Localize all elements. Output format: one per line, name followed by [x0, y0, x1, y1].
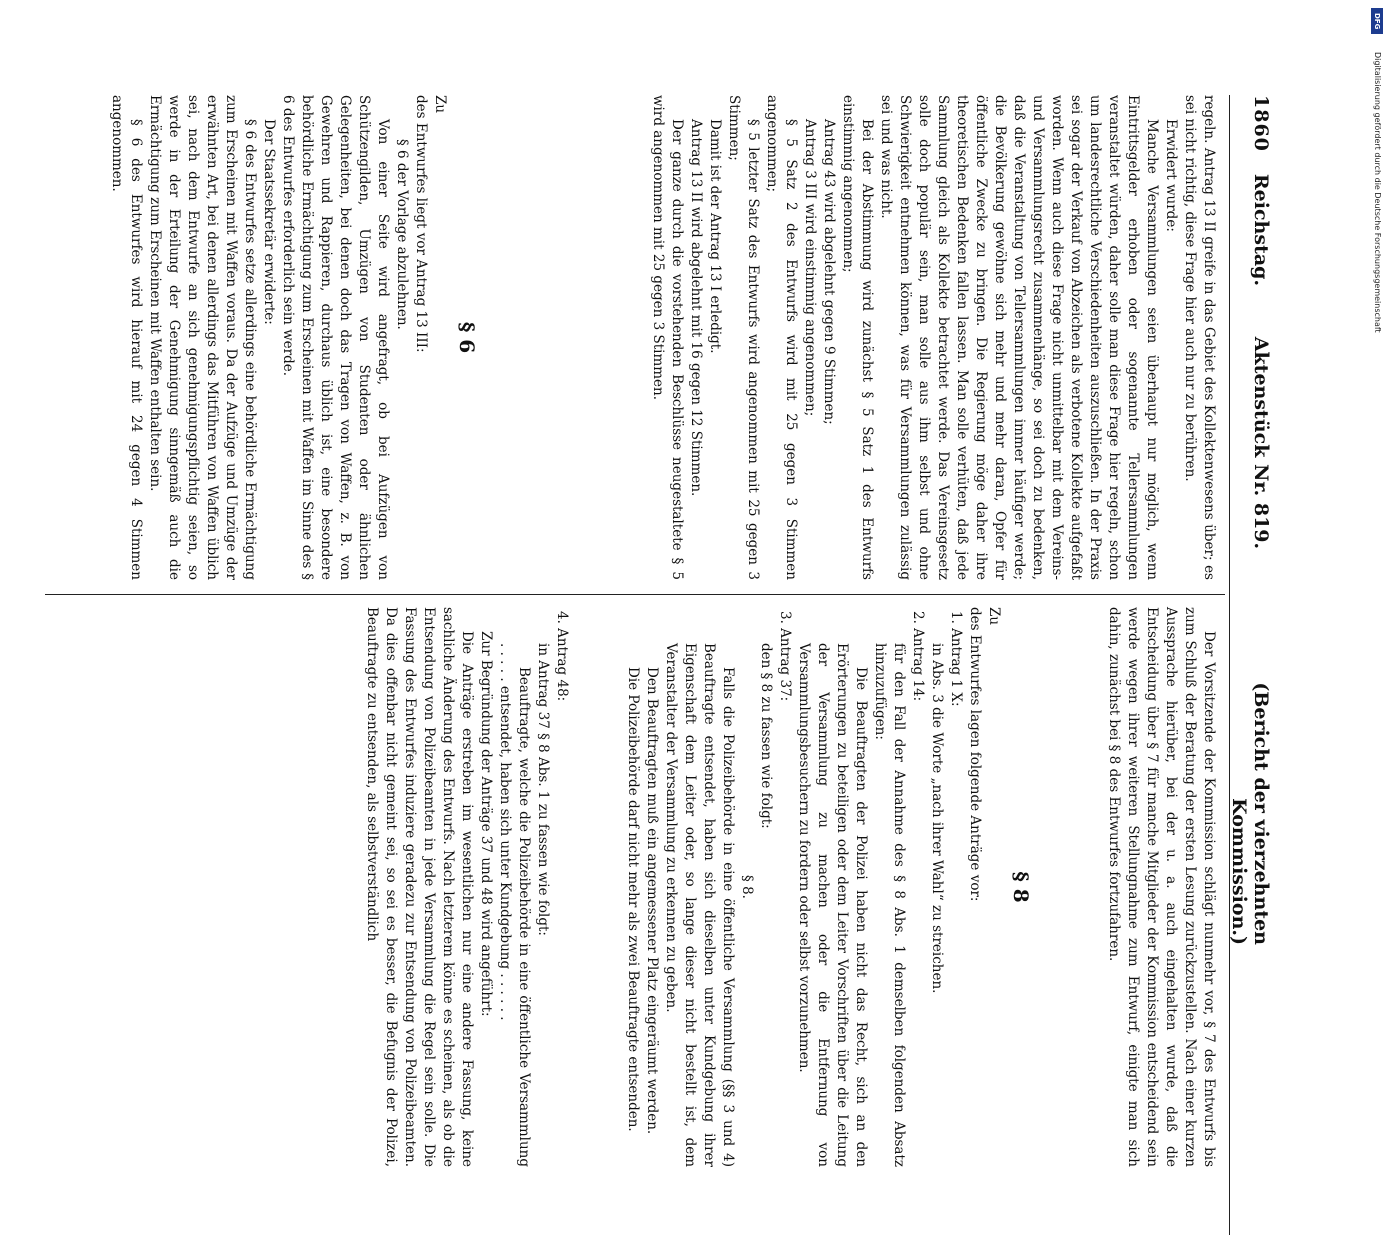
paragraph: Antrag 13 II wird abgelehnt mit 16 gegen 12 Stimmen. — [688, 119, 704, 497]
page-number: 1860 — [1250, 95, 1272, 152]
paragraph: Antrag 43 wird abgelehnt gegen 9 Stimmen; — [821, 119, 837, 425]
paragraph: Zur Begründung der Anträge 37 und 48 wird angeführt: — [478, 631, 494, 1017]
list-item-text: den § 8 zu fassen wie folgt: — [758, 643, 774, 829]
paragraph: Die Anträge erstreben im wesentlichen nur eine andere Fassung, keine sachliche Änderung des Entwurfs. Nach letzterem könne es scheinen, als ob die Entsendung von Polizeibeamten in jede Versammlung die Regel sein solle. Die Fassung des Entwurfes induziere geradezu zur Entsendung von Polizeibeamten. Da dies offenbar nicht gemeint sei, so sei es besser, die Befugnis der Polizei, Beauftragte zu entsenden, als selbstverständlich — [364, 607, 475, 1167]
digitization-note-text: Digitalisierung gefördert durch die Deutsche Forschungsgemeinschaft — [1373, 52, 1382, 333]
list-item-label: 4. Antrag 48: — [554, 611, 570, 702]
paragraph: § 6 des Entwurfes setze allerdings eine behördliche Ermächtigung zum Erscheinen mit Waffen voraus. Da der Aufzüge und Umzüge der erwähnten Art, bei denen allerdings das Mitführen von Waffen üblich sei, nach dem Entwurfe an sich genehmigungspflichtig seien, so werde in der Erteilung der Genehmigung sinngemäß auch die Ermächtigung zum Erscheinen mit Waffen enthalten sein. — [147, 95, 258, 580]
digitization-note — [1372, 12, 1383, 972]
paragraph: regeln. Antrag 13 II greife in das Gebiet des Kollektenwesens über; es sei nicht richtig, diese Frage hier auch nur zu berühren. — [1182, 95, 1217, 580]
paragraph: § 6 der Vorlage abzulehnen. — [394, 139, 410, 330]
column-divider — [45, 594, 1225, 595]
list-item-label: 2. Antrag 14: — [910, 611, 926, 702]
quoted-text: Die Beauftragten der Polizei haben nicht das Recht, sich an den Erörterungen zu beteiligen oder dem Leiter Vorschriften über die Leitung der Versammlung zu machen oder die Entfernung von Versammlungsbesuchern zu fordern oder selbst vorzunehmen. — [796, 643, 869, 1167]
quoted-text: Den Beauftragten muß ein angemessener Platz eingeräumt werden. — [644, 667, 660, 1135]
paragraph: § 5 letzter Satz des Entwurfs wird angenommen mit 25 gegen 3 Stimmen; — [726, 95, 761, 580]
paragraph: Bei der Abstimmung wird zunächst § 5 Satz 1 des Entwurfs einstimmig angenommen; — [840, 95, 875, 580]
header-right-title: (Bericht der vierzehnten Kommission.) — [1228, 682, 1272, 945]
list-item-text: für den Fall der Annahme des § 8 Abs. 1 demselben folgenden Absatz hinzuzufügen: — [872, 643, 907, 1167]
page-header — [1228, 95, 1272, 945]
header-rule — [1229, 95, 1230, 1235]
paragraph: Manche Versammlungen seien überhaupt nur möglich, wenn Eintrittsgelder erhoben oder sogenannte Tellersammlungen veranstaltet würden, daher solle man diese Frage hier regeln, schon um landesrechtliche Verschiedenheiten auszuschließen. In der Praxis sei sogar der Verkauf von Abzeichen als verbotene Kollekte aufgefaßt worden. Wenn auch diese Frage nicht unmittelbar mit dem Vereins- und Versammlungsrecht zusammenhänge, so sei doch zu bedenken, daß die Veranstaltung von Tellersammlungen immer häufiger werde; die Bevölkerung gewöhne sich mehr und mehr daran, Opfer für öffentliche Zwecke zu bringen. Die Regierung möge daher ihre theoretischen Bedenken fallen lassen. Man solle verhüten, daß jede Sammlung gleich als Kollekte betrachtet werde. Das Vereinsgesetz solle doch populär sein, man solle aus ihm selbst und ohne Schwierigkeit entnehmen können, was für Versammlungen zulässig sei und was nicht. — [878, 95, 1160, 580]
zu-label: Zu — [986, 607, 1002, 626]
quoted-section: § 8. — [739, 875, 755, 899]
quoted-text: Falls die Polizeibehörde in eine öffentliche Versammlung (§§ 3 und 4) Beauftragte entsendet, haben sich dieselben unter Kundgebung ihrer Eigenschaft dem Leiter oder, so lange dieser nicht bestellt ist, dem Veranstalter der Versammlung zu erkennen zu geben. — [663, 643, 736, 1167]
paragraph: des Entwurfes lagen folgende Anträge vor: — [967, 607, 983, 902]
paragraph: Damit ist der Antrag 13 I erledigt. — [707, 119, 723, 354]
section-heading: § 6 — [455, 321, 479, 354]
paragraph: Von einer Seite wird angefragt, ob bei Aufzügen von Schützengilden, Umzügen von Studenten oder ähnlichen Gelegenheiten, bei denen doch das Tragen von Waffen, z. B. von Gewehren und Rappieren, durchaus üblich ist, eine besondere behördliche Ermächtigung zum Erscheinen mit Waffen im Sinne des § 6 des Entwurfes erforderlich sein werde. — [280, 95, 391, 580]
zu-label: Zu — [432, 95, 448, 114]
quoted-text: Die Polizeibehörde darf nicht mehr als zwei Beauftragte entsenden. — [625, 667, 641, 1132]
list-item-text: in Antrag 37 § 8 Abs. 1 zu fassen wie folgt: — [535, 643, 551, 936]
paragraph: Erwidert wurde: — [1163, 119, 1179, 232]
list-item-label: 3. Antrag 37: — [777, 611, 793, 702]
dfg-logo-badge: DFG — [1371, 8, 1383, 34]
document-reference: Aktenstück Nr. 819. — [1250, 336, 1272, 550]
paragraph: Antrag 3 III wird einstimmig angenommen; — [802, 119, 818, 417]
header-left-title: Reichstag. — [1250, 173, 1272, 287]
left-column — [107, 95, 1218, 580]
paragraph: des Entwurfes liegt vor Antrag 13 III: — [413, 95, 429, 353]
quoted-text: Beauftragte, welche die Polizeibehörde in eine öffentliche Versammlung . . . . . entsendet, haben sich unter Kundgebung . . . . . . — [497, 643, 532, 1167]
paragraph: § 5 Satz 2 des Entwurfs wird mit 25 gegen 3 Stimmen angenommen; — [764, 95, 799, 580]
list-item-text: in Abs. 3 die Worte „nach ihrer Wahl“ zu streichen. — [929, 643, 945, 994]
list-item-label: 1. Antrag 1 X: — [948, 611, 964, 707]
paragraph: Der ganze durch die vorstehenden Beschlüsse neugestaltete § 5 wird angenommen mit 25 gegen 3 Stimmen. — [650, 95, 685, 580]
paragraph: Der Staatssekretär erwiderte: — [261, 119, 277, 325]
section-heading: § 8 — [1009, 871, 1033, 903]
paragraph: Der Vorsitzende der Kommission schlägt nunmehr vor, § 7 des Entwurfs bis zum Schluß der Beratung der ersten Lesung zurückzustellen. Nach einer kurzen Aussprache hierüber, bei der u. a. auch eingehalten wurde, daß die Entscheidung über § 7 für manche Mitglieder der Kommission entscheidend sein werde wegen ihrer weiteren Stellungnahme zum Entwurf, einigte man sich dahin, zunächst bei § 8 des Entwurfes fortzufahren. — [1106, 607, 1217, 1167]
paragraph: § 6 des Entwurfes wird hierauf mit 24 gegen 4 Stimmen angenommen. — [109, 95, 144, 580]
right-column — [362, 607, 1218, 1167]
